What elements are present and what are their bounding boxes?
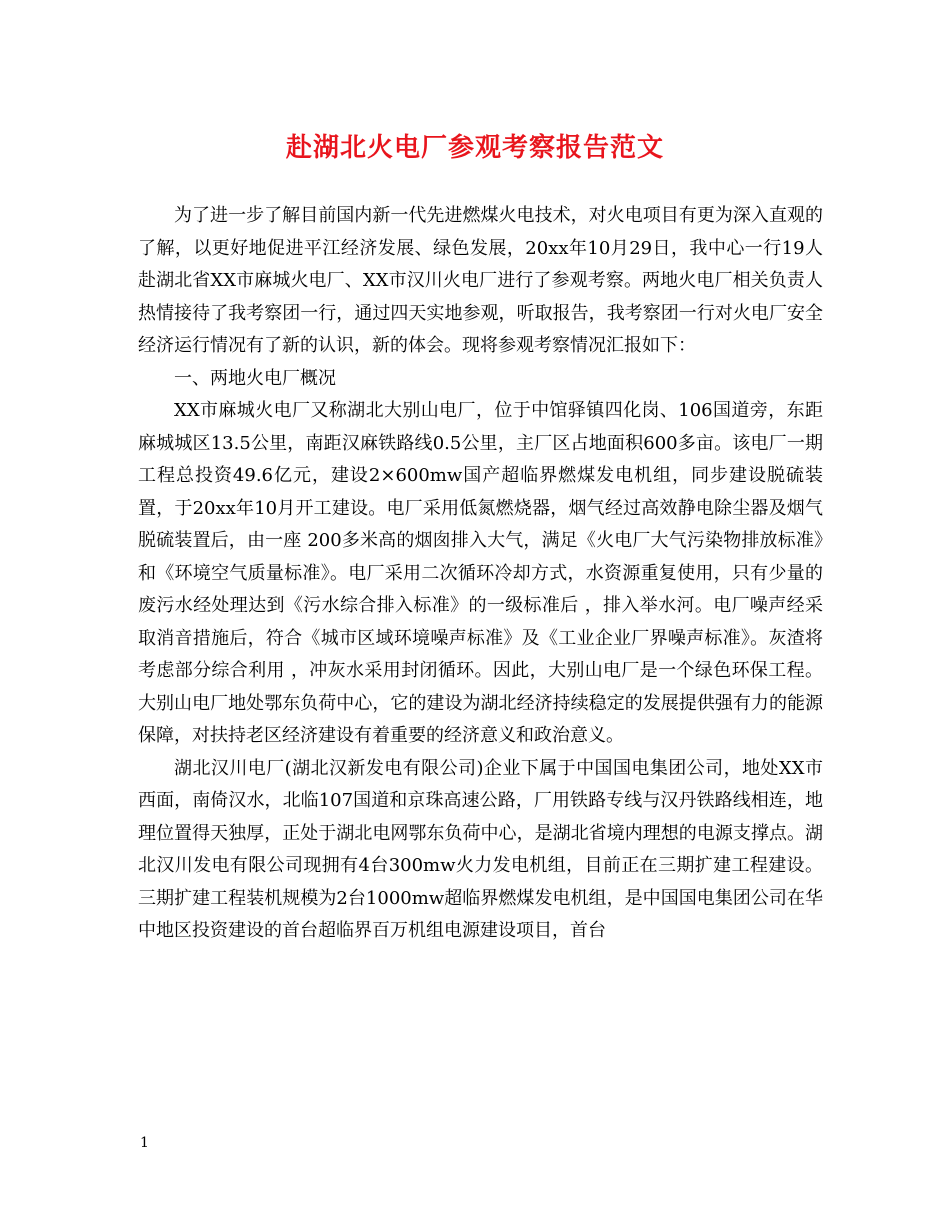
paragraph-intro: 为了进一步了解目前国内新一代先进燃煤火电技术，对火电项目有更为深入直观的了解，以更好地促进平江经济发展、绿色发展，20xx年10月29日，我中心一行19人赴湖北省XX市麻城火电厂、XX市汉川火电厂进行了参观考察。两地火电厂相关负责人热情接待了我考察团一行，通过四天实地参观，听取报告，我考察团一行对火电厂安全经济运行情况有了新的认识，新的体会。现将参观考察情况汇报如下： xyxy=(138,205,823,356)
document-title: 赴湖北火电厂参观考察报告范文 xyxy=(285,133,664,163)
paragraph-hanchuan-plant: 湖北汉川电厂(湖北汉新发电有限公司)企业下属于中国国电集团公司，地处XX市西面，南倚汉水，北临107国道和京珠高速公路，厂用铁路专线与汉丹铁路线相连，地理位置得天独厚，正处于湖北电网鄂东负荷中心，是湖北省境内理想的电源支撑点。湖北汉川发电有限公司现拥有4台300mw火力发电机组，目前正在三期扩建工程建设。三期扩建工程装机规模为2台1000mw超临界燃煤发电机组，是中国国电集团公司在华中地区投资建设的首台超临界百万机组电源建设项目，首台 xyxy=(138,757,823,941)
page-number: 1 xyxy=(140,1135,149,1151)
section-heading: 一、两地火电厂概况 xyxy=(174,367,336,389)
document-body xyxy=(138,200,823,948)
paragraph-macheng-plant: XX市麻城火电厂又称湖北大别山电厂，位于中馆驿镇四化岗、106国道旁，东距麻城城区13.5公里，南距汉麻铁路线0.5公里，主厂区占地面积600多亩。该电厂一期工程总投资49.6亿元，建设2×600mw国产超临界燃煤发电机组，同步建设脱硫装置，于20xx年10月开工建设。电厂采用低氮燃烧器，烟气经过高效静电除尘器及烟气脱硫装置后，由一座 200多米高的烟囱排入大气，满足《火电厂大气污染物排放标准》和《环境空气质量标准》。电厂采用二次循环冷却方式，水资源重复使用，只有少量的废污水经处理达到《污水综合排入标准》的一级标准后 ，排入举水河。电厂噪声经采取消音措施后，符合《城市区域环境噪声标准》及《工业企业厂界噪声标准》。灰渣将考虑部分综合利用 ，冲灰水采用封闭循环。因此，大别山电厂是一个绿色环保工程。大别山电厂地处鄂东负荷中心，它的建设为湖北经济持续稳定的发展提供强有力的能源保障，对扶持老区经济建设有着重要的经济意义和政治意义。 xyxy=(138,400,823,746)
